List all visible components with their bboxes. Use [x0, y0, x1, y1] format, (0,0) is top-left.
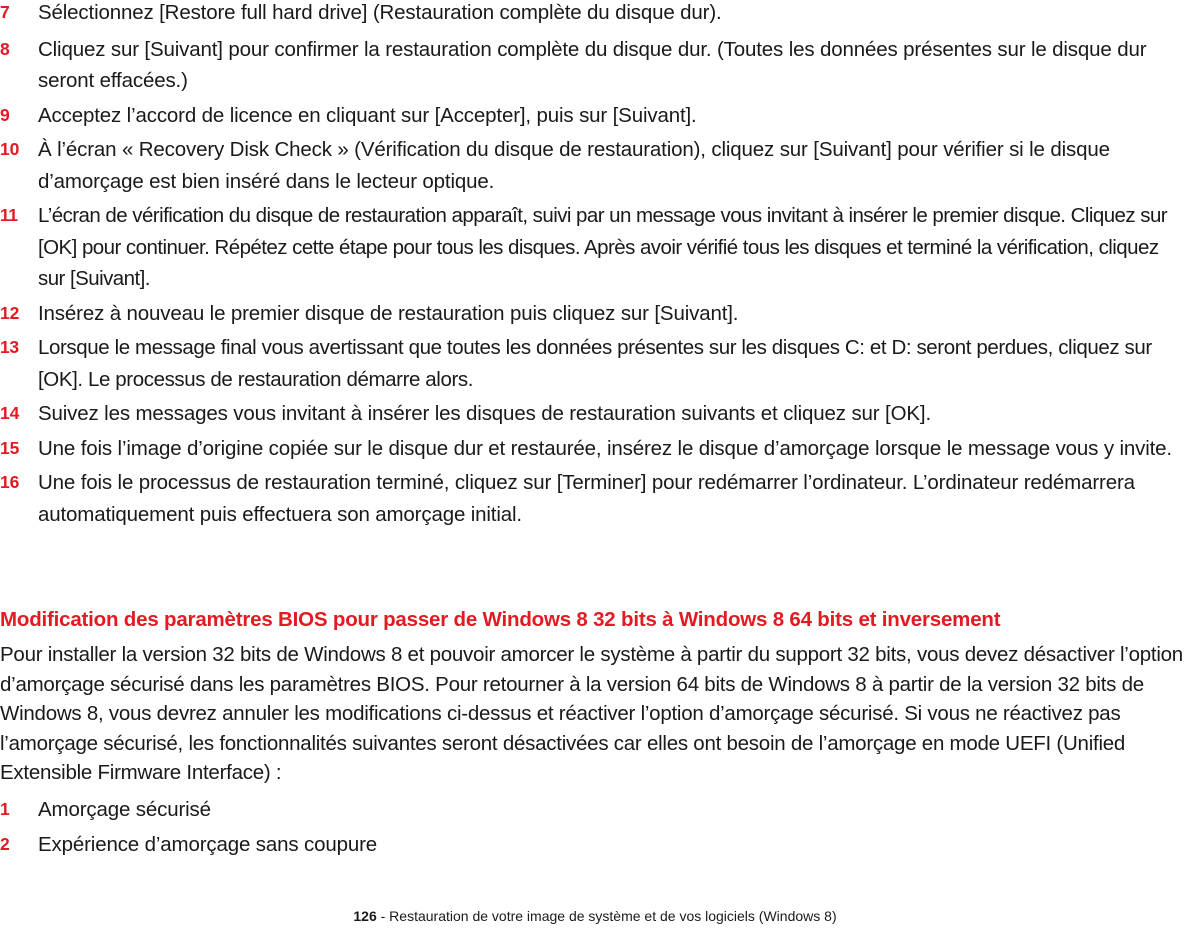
step-text: À l’écran « Recovery Disk Check » (Vérification du disque de restauration), cliquez sur [Suivant] pour vérifier si le disque d’amorçage est bien inséré dans le lecteur optique. [38, 138, 1110, 193]
feature-text: Expérience d’amorçage sans coupure [38, 832, 378, 856]
step-text: Suivez les messages vous invitant à insérer les disques de restauration suivants et cliquez sur [OK]. [38, 402, 931, 425]
step-item [0, 298, 1190, 330]
step-number: 10 [0, 139, 20, 159]
step-number: 13 [0, 337, 19, 357]
step-item [0, 34, 1190, 97]
feature-text: Amorçage sécurisé [38, 798, 211, 821]
step-item [0, 134, 1190, 197]
step-text: Une fois l’image d’origine copiée sur le disque dur et restaurée, insérez le disque d’amorçage lorsque le message vous y invite. [38, 436, 1172, 460]
step-number: 16 [0, 472, 20, 492]
feature-number: 1 [0, 799, 10, 819]
step-text: Cliquez sur [Suivant] pour confirmer la restauration complète du disque dur. (Toutes les données présentes sur le disque dur seront effacées.) [38, 37, 1147, 92]
step-item [0, 433, 1190, 465]
step-text: Insérez à nouveau le premier disque de restauration puis cliquez sur [Suivant]. [38, 301, 739, 325]
step-text: Sélectionnez [Restore full hard drive] (Restauration complète du disque dur). [38, 1, 722, 24]
step-number: 8 [0, 38, 10, 59]
footer-title: - Restauration de votre image de système et de vos logiciels (Windows 8) [376, 908, 837, 924]
section-heading: Modification des paramètres BIOS pour passer de Windows 8 32 bits à Windows 8 64 bits et inversement [0, 608, 1001, 631]
feature-number: 2 [0, 833, 10, 854]
step-text: Une fois le processus de restauration terminé, cliquez sur [Terminer] pour redémarrer l’ordinateur. L’ordinateur redémarrera automatiquement puis effectuera son amorçage initial. [38, 471, 1135, 526]
step-number: 7 [0, 2, 10, 22]
step-number: 15 [0, 437, 20, 458]
step-number: 14 [0, 403, 20, 423]
step-item [0, 100, 1190, 132]
step-text: Acceptez l’accord de licence en cliquant sur [Accepter], puis sur [Suivant]. [38, 103, 697, 127]
step-number: 9 [0, 104, 10, 125]
step-text: L’écran de vérification du disque de restauration apparaît, suivi par un message vous invitant à insérer le premier disque. Cliquez sur [OK] pour continuer. Répétez cette étape pour tous les disques. Après avoir vérifié tous les disques et terminé la vérification, cliquez sur [Suivant]. [38, 204, 1168, 290]
section-paragraph: Pour installer la version 32 bits de Windows 8 et pouvoir amorcer le système à partir du support 32 bits, vous devez désactiver l’option d’amorçage sécurisé dans les paramètres BIOS. Pour retourner à la version 64 bits de Windows 8 à partir de la version 32 bits de Windows 8, vous devrez annuler les modifications ci-dessus et réactiver l’option d’amorçage sécurisé. Si vous ne réactivez pas l’amorçage sécurisé, les fonctionnalités suivantes seront désactivées car elles ont besoin de l’amorçage en mode UEFI (Unified Extensible Firmware Interface) : [0, 643, 1183, 785]
step-item [0, 467, 1190, 530]
step-text: Lorsque le message final vous avertissant que toutes les données présentes sur les disques C: et D: seront perdues, cliquez sur [OK]. Le processus de restauration démarre alors. [38, 336, 1152, 391]
feature-list [0, 794, 1190, 863]
step-number: 12 [0, 302, 20, 323]
page-number: 126 [353, 908, 377, 924]
step-item [0, 332, 1190, 395]
feature-item [0, 794, 1190, 826]
feature-item [0, 829, 1190, 861]
step-item [0, 200, 1190, 295]
step-item [0, 398, 1190, 430]
page-footer [0, 906, 1190, 926]
step-item [0, 0, 1190, 29]
step-number: 11 [0, 205, 18, 225]
